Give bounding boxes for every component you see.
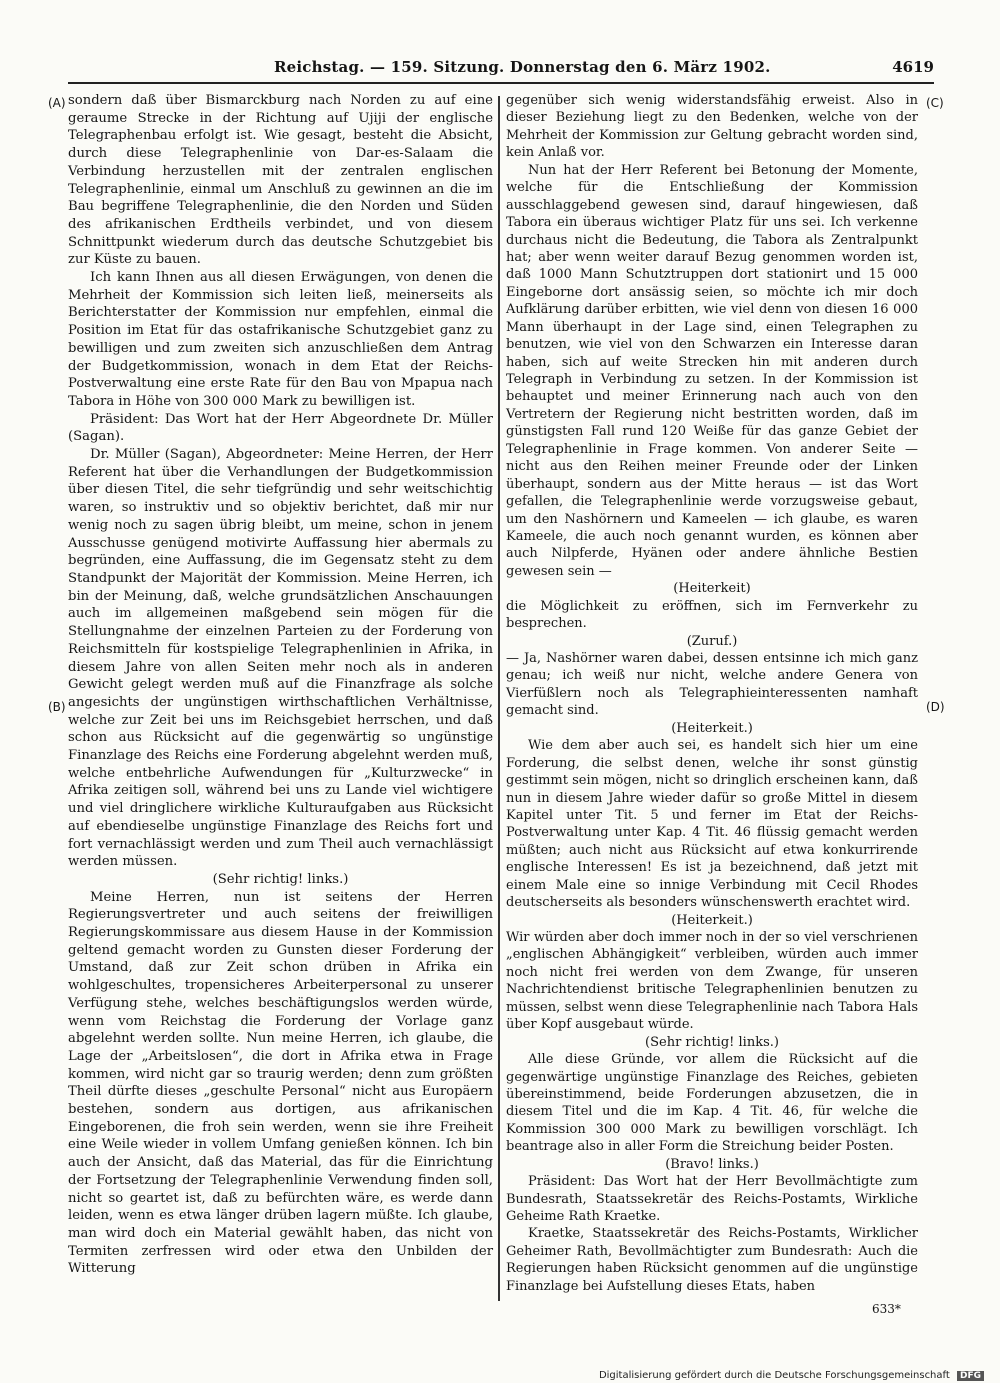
paragraph: Kraetke, Staatssekretär des Reichs-Postamts, Wirklicher Geheimer Rath, Bevollmächtigter zum Bundesrath: Auch die Regierungen haben Rücksicht genommen auf die ungünstige Finanzlage bei Aufstellung dieses Etats, haben bbox=[506, 1226, 918, 1294]
paragraph: Ich kann Ihnen aus all diesen Erwägungen, von denen die Mehrheit der Kommission sich leiten ließ, meinerseits als Berichterstatter der Kommission nur empfehlen, einmal die Position im Etat für das ostafrikanische Schutzgebiet ganz zu bewilligen und zum zweiten sich anzuschließen dem Antrag der Budgetkommission, wonach in dem Etat der Reichs-Postverwaltung eine erste Rate für den Bau von Mpapua nach Tabora in Höhe von 300 000 Mark zu bewilligen ist. bbox=[68, 270, 493, 409]
paragraph: gegenüber sich wenig widerstandsfähig erweist. Also in dieser Beziehung liegt zu den Bedenken, welche von der Mehrheit der Kommission zur Geltung gebracht worden sind, kein Anlaß vor. bbox=[506, 93, 918, 161]
right-column bbox=[506, 92, 918, 1295]
left-column bbox=[68, 92, 493, 1278]
interjection: (Heiterkeit) bbox=[673, 581, 751, 597]
interjection: (Bravo! links.) bbox=[665, 1156, 759, 1172]
interjection: (Zuruf.) bbox=[686, 633, 738, 649]
column-divider bbox=[498, 96, 500, 1301]
margin-marker-c: (C) bbox=[926, 96, 944, 110]
paragraph: Alle diese Gründe, vor allem die Rücksicht auf die gegenwärtige ungünstige Finanzlage des Reiches, gebieten übereinstimmend, beide Forderungen abzusetzen, die in diesem Titel und die im Kap. 4 Tit. 46, für welche die Kommission 300 000 Mark zu bewilligen vorschlägt. Ich beantrage also in aller Form die Streichung beider Posten. bbox=[506, 1052, 918, 1155]
interjection: (Sehr richtig! links.) bbox=[212, 871, 349, 887]
paragraph: Nun hat der Herr Referent bei Betonung der Momente, welche für die Entschließung der Kommission ausschlaggebend gewesen sind, darauf hingewiesen, daß Tabora ein überaus wichtiger Platz für uns sei. Ich verkenne durchaus nicht die Bedeutung, die Tabora als Zentralpunkt hat; aber wenn weiter darauf Bezug genommen worden ist, daß 1000 Mann Schutztruppen dort stationirt und 15 000 Eingeborne dort ansässig seien, so möchte ich mir doch Aufklärung darüber erbitten, wie viel denn von diesen 16 000 Mann überhaupt in der Lage sind, einen Telegraphen zu benutzen, wie viel von den Schwarzen ein Interesse daran haben, sich auf weite Strecken hin mit anderen durch Telegraph in Verbindung zu setzen. In der Kommission ist behauptet und meiner Erinnerung nach auch von den Vertretern der Regierung nicht bestritten worden, daß im günstigsten Fall rund 120 Weiße für das ganze Gebiet der Telegraphenlinie in Frage kommen. Von anderer Seite — nicht aus den Reihen meiner Freunde oder der Linken überhaupt, sondern aus der Mitte heraus — ist das Wort gefallen, die Telegraphenlinie werde vorzugsweise gebaut, um den Nashörnern und Kameelen — ich glaube, es waren Kameele, die auch noch genannt wurden, es können aber auch Nilpferde, Hyänen oder andere ähnliche Bestien gewesen sein — bbox=[506, 162, 918, 579]
dfg-logo: DFG bbox=[957, 1371, 984, 1381]
interjection: (Heiterkeit.) bbox=[671, 720, 753, 736]
footer-text: Digitalisierung gefördert durch die Deutsche Forschungsgemeinschaft bbox=[598, 1370, 950, 1381]
paragraph: — Ja, Nashörner waren dabei, dessen entsinne ich mich ganz genau; ich weiß nur nicht, welche andere Genera von Vierfüßlern noch als Telegraphieinteressenten namhaft gemacht sind. bbox=[506, 651, 918, 719]
paragraph-president: Präsident: Das Wort hat der Herr Abgeordnete Dr. Müller (Sagan). bbox=[68, 411, 493, 445]
margin-marker-d: (D) bbox=[926, 700, 945, 714]
page-header bbox=[64, 54, 934, 80]
page-number: 4619 bbox=[892, 58, 934, 76]
signature-mark: 633* bbox=[872, 1302, 901, 1316]
margin-marker-b: (B) bbox=[48, 700, 66, 714]
header-rule bbox=[68, 82, 934, 84]
interjection: (Heiterkeit.) bbox=[671, 912, 753, 928]
paragraph: Dr. Müller (Sagan), Abgeordneter: Meine Herren, der Herr Referent hat über die Verhandlungen der Budgetkommission über diesen Titel, die sehr tiefgründig und sehr weitschichtig waren, so instruktiv und so objektiv berichtet, daß mir nur wenig noch zu sagen übrig bleibt, um meine, schon in jenem Ausschusse genügend motivirte Auffassung hier abermals zu begründen, eine Auffassung, die im Gegensatz steht zu dem Standpunkt der Majorität der Kommission. Meine Herren, ich bin der Meinung, daß, welche grundsätzlichen Anschauungen auch im allgemeinen maßgebend sein mögen für die Stellungnahme der einzelnen Parteien zu der Forderung von Reichsmitteln für kostspielige Telegraphenlinien in Afrika, in diesem Jahre von allen Seiten mehr noch als in anderen Gewicht gelegt werden muß auf die Finanzfrage als solche angesichts der ungünstigen wirthschaftlichen Verhältnisse, welche zur Zeit bei uns im Reichsgebiet herrschen, und daß schon aus Rücksicht auf die gegenwärtig so ungünstige Finanzlage des Reichs eine Forderung abgelehnt werden muß, welche entbehrliche Aufwendungen für „Kulturzwecke“ in Afrika zeitigen soll, während bei uns zu Lande viel wichtigere und viel dringlichere wirkliche Kulturaufgaben aus Rücksicht auf ebendieselbe ungünstige Finanzlage des Reichs fort und fort vernachlässigt werden und zum Theil auch vernachlässigt werden müssen. bbox=[68, 447, 493, 870]
paragraph: die Möglichkeit zu eröffnen, sich im Fernverkehr zu besprechen. bbox=[506, 598, 918, 632]
paragraph: sondern daß über Bismarckburg nach Norden zu auf eine geraume Strecke in der Richtung auf Ujiji der englische Telegraphenbau erfolgt ist. Wie gesagt, besteht die Absicht, durch diese Telegraphenlinie von Dar-es-Salaam die Verbindung herzustellen mit der zentralen englischen Telegraphenlinie, einmal um Anschluß zu gewinnen an die im Bau begriffene Telegraphenlinie, die den Norden und Süden des afrikanischen Erdtheils verbindet, und von diesem Schnittpunkt wiederum durch das deutsche Schutzgebiet bis zur Küste zu bauen. bbox=[68, 93, 493, 268]
interjection: (Sehr richtig! links.) bbox=[645, 1034, 779, 1050]
paragraph: Wir würden aber doch immer noch in der so viel verschrienen „englischen Abhängigkeit“ verbleiben, würden auch immer noch nicht frei werden von dem Zwange, für unseren Nachrichtendienst britische Telegraphenlinien benutzen zu müssen, selbst wenn diese Telegraphenlinie nach Tabora Hals über Kopf ausgebaut würde. bbox=[506, 930, 918, 1033]
paragraph: Wie dem aber auch sei, es handelt sich hier um eine Forderung, die selbst denen, welche ihr sonst günstig gestimmt sein mögen, nicht so dringlich erscheinen kann, daß nun in diesem Jahre wieder dafür so große Mittel in diesem Kapitel unter Tit. 5 und ferner im Etat der Reichs-Postverwaltung unter Kap. 4 Tit. 46 flüssig gemacht werden müßten; auch nicht aus Rücksicht auf etwa konkurrirende englische Interessen! Es ist ja bezeichnend, daß jetzt mit einem Male eine so innige Verbindung mit Cecil Rhodes deutscherseits als besonders wünschenswerth erachtet wird. bbox=[506, 738, 918, 911]
page-title: Reichstag. — 159. Sitzung. Donnerstag den 6. März 1902. bbox=[274, 58, 771, 76]
footer bbox=[599, 1370, 984, 1381]
paragraph: Meine Herren, nun ist seitens der Herren Regierungsvertreter und auch seitens der freiwilligen Regierungskommissare aus diesem Hause in der Kommission geltend gemacht worden zu Gunsten dieser Forderung der Umstand, daß zur Zeit schon drüben in Afrika ein wohlgeschultes, tropensicheres Arbeiterpersonal zu unserer Verfügung stehe, welches beschäftigungslos werden würde, wenn vom Reichstag die Forderung der Vorlage ganz abgelehnt werden sollte. Nun meine Herren, ich glaube, die Lage der „Arbeitslosen“, die dort in Afrika etwa in Frage kommen, wird nicht gar so traurig werden; denn zum größten Theil dürfte dieses „geschulte Personal“ nicht aus Europäern bestehen, sondern aus dortigen, aus afrikanischen Eingeborenen, die froh sein werden, wenn sie ihre Freiheit eine Weile wieder in vollem Umfang genießen können. Ich bin auch der Ansicht, daß das Material, das für die Einrichtung der Fortsetzung der Telegraphenlinie Verwendung finden soll, nicht so geartet ist, daß zu befürchten wäre, es werde dann leiden, wenn es etwa länger drüben lagern müßte. Ich glaube, man wird doch ein Material gewählt haben, das nicht von Termiten zerfressen wird oder etwa den Unbilden der Witterung bbox=[68, 889, 493, 1277]
margin-marker-a: (A) bbox=[48, 96, 66, 110]
paragraph-president: Präsident: Das Wort hat der Herr Bevollmächtigte zum Bundesrath, Staatssekretär des Reichs-Postamts, Wirkliche Geheime Rath Kraetke. bbox=[506, 1174, 918, 1224]
